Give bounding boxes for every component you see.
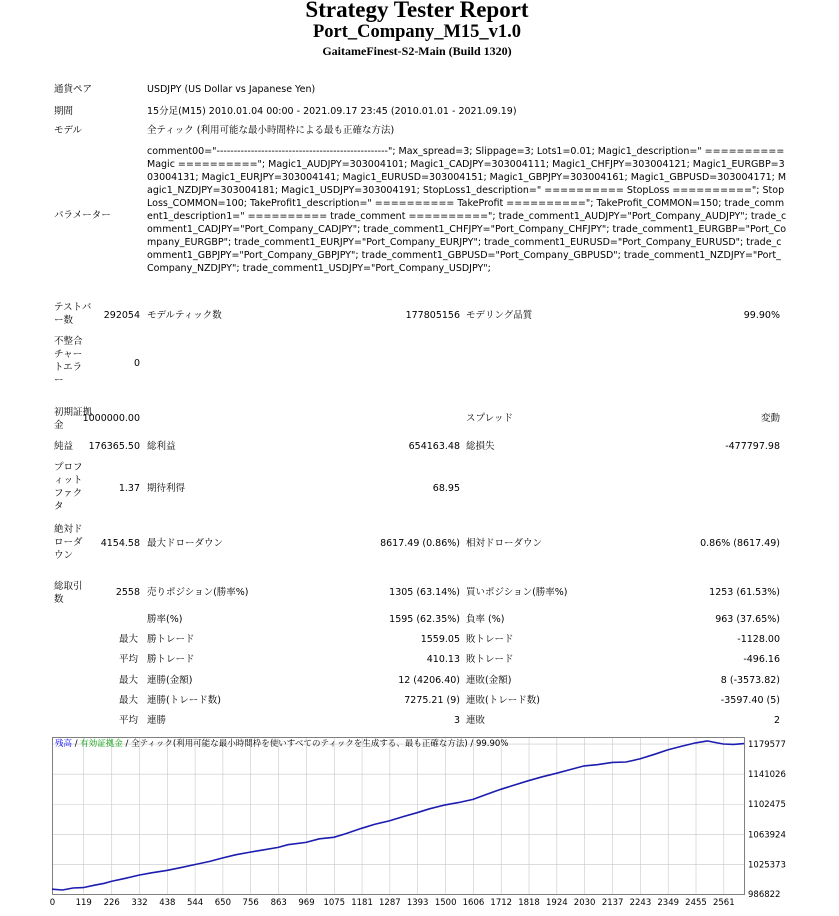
quality-value: 99.90% <box>743 310 780 321</box>
spread-value: 変動 <box>760 413 780 424</box>
x-tick-label: 650 <box>214 898 231 908</box>
y-tick-label: 1102475 <box>748 800 786 811</box>
chart-legend <box>55 738 508 749</box>
legend-quality: 99.90% <box>475 739 509 749</box>
win-value: 1595 (62.35%) <box>389 614 460 625</box>
report-subtitle: Port_Company_M15_v1.0 <box>312 22 522 42</box>
x-tick-label: 332 <box>131 898 148 908</box>
model-label: モデル <box>54 125 83 136</box>
short-value: 1305 (63.14%) <box>389 587 460 598</box>
avg-consec-losses-label: 連敗 <box>466 715 486 726</box>
x-tick-label: 438 <box>159 898 176 908</box>
x-tick-label: 969 <box>298 898 315 908</box>
gross-profit-label: 総利益 <box>147 441 176 452</box>
max-consec-loss-label: 連敗(トレード数) <box>466 695 540 706</box>
x-tick-label: 1287 <box>379 898 401 908</box>
net-value: 176365.50 <box>88 441 140 452</box>
max-word-2: 最大 <box>119 675 139 686</box>
avg-consec-losses-value: 2 <box>773 715 780 726</box>
max-consec-profit-label: 連勝(トレード数) <box>147 695 221 706</box>
expected-value: 68.95 <box>432 483 460 494</box>
bars-value: 292054 <box>103 310 140 321</box>
max-dd-label: 最大ドローダウン <box>147 538 224 549</box>
avg-loss-label: 敗トレード <box>466 654 514 665</box>
gross-loss-label: 総損失 <box>466 441 495 452</box>
y-tick-label: 1063924 <box>748 830 786 841</box>
x-tick-label: 756 <box>242 898 259 908</box>
avg-win-value: 410.13 <box>426 654 460 665</box>
max-word-3: 最大 <box>119 695 139 706</box>
expected-label: 期待利得 <box>147 483 186 494</box>
gross-profit-value: 654163.48 <box>408 441 460 452</box>
x-tick-label: 1075 <box>323 898 346 908</box>
max-consec-wins-value: 12 (4206.40) <box>398 675 460 686</box>
win-label: 勝率(%) <box>147 614 183 625</box>
model-value: 全ティック (利用可能な最小時間枠による最も正確な方法) <box>147 125 395 136</box>
max-dd-value: 8617.49 (0.86%) <box>380 538 460 549</box>
abs-dd-value: 4154.58 <box>100 538 140 549</box>
y-tick-label: 1179577 <box>748 740 786 751</box>
y-tick-label: 986822 <box>748 890 781 900</box>
ticks-label: モデルティック数 <box>147 310 222 321</box>
params-value: comment00="--------------------------------------------------"; Max_spread=3; Slippage=3; Lots1=0.01; Magic1_description=" ========== Magic =========="; Magic1_AUDJPY=303004101; Magic1_CADJPY=303004111; Magic1_CHFJPY=303004121; Magic1_EURGBP=303004131; Magic1_EURJPY=303004141; Magic1_EURUSD=303004151; Magic1_GBPJPY=303004161; Magic1_GBPUSD=303004171; Magic1_NZDJPY=303004181; Magic1_USDJPY=303004191; StopLoss1_description=" ========== StopLoss =========="; StopLoss_COMMON=100; TakeProfit1_description=" ========== TakeProfit =========="; TakeProfit_COMMON=150; trade_comment1_description1=" ========== trade_comment =========="; trade_comment1_AUDJPY="Port_Company_AUDJPY"; trade_comment1_CADJPY="Port_Company_CADJPY"; trade_comment1_CHFJPY="Port_Company_CHFJPY"; trade_comment1_EURGBP="Port_Company_EURGBP"; trade_comment1_EURJPY="Port_Company_EURJPY"; trade_comment1_EURUSD="Port_Company_EURUSD"; trade_comment1_GBPJPY="Port_Company_GBPJPY"; trade_comment1_GBPUSD="Port_Company_GBPUSD"; trade_comment1_NZDJPY="Port_Company_NZDJPY"; trade_comment1_USDJPY="Port_Company_USDJPY"; <box>147 146 788 274</box>
x-tick-label: 2030 <box>573 898 596 908</box>
x-tick-label: 2137 <box>601 898 624 908</box>
long-label: 買いポジション(勝率%) <box>466 587 568 598</box>
x-tick-label: 1181 <box>351 898 373 908</box>
bars-label: テストバー数 <box>54 302 92 326</box>
avg-loss-value: -496.16 <box>743 654 780 665</box>
long-value: 1253 (61.53%) <box>709 587 780 598</box>
quality-label: モデリング品質 <box>466 310 533 321</box>
abs-dd-label: 絶対ドローダウン <box>54 524 83 561</box>
x-tick-label: 226 <box>103 898 120 908</box>
loss-label: 負率 (%) <box>466 614 505 625</box>
x-tick-label: 0 <box>49 898 56 908</box>
x-tick-label: 2455 <box>685 898 707 908</box>
loss-value: 963 (37.65%) <box>715 614 780 625</box>
ticks-value: 177805156 <box>405 310 460 321</box>
x-tick-label: 1924 <box>546 898 568 908</box>
x-tick-label: 1500 <box>434 898 457 908</box>
x-tick-label: 863 <box>270 898 287 908</box>
params-label: パラメーター <box>54 210 111 221</box>
period-value: 15分足(M15) 2010.01.04 00:00 - 2021.09.17 23:45 (2010.01.01 - 2021.09.19) <box>147 106 517 117</box>
legend-model: 全ティック(利用可能な最小時間枠を使いすべてのティックを生成する、最も正確な方法) <box>131 739 468 749</box>
deposit-label: 初期証拠金 <box>54 407 93 431</box>
symbol-label: 通貨ペア <box>54 84 93 95</box>
largest-loss-value: -1128.00 <box>737 634 780 645</box>
max-consec-losses-value: 8 (-3573.82) <box>720 675 780 686</box>
mismatch-label: 不整合チャートエラー <box>54 336 83 386</box>
short-label: 売りポジション(勝率%) <box>147 587 249 598</box>
x-tick-label: 1393 <box>406 898 429 908</box>
max-consec-profit-value: 7275.21 (9) <box>404 695 460 706</box>
pf-value: 1.37 <box>118 483 140 494</box>
trades-label: 総取引数 <box>54 581 83 605</box>
legend-equity: 有効証拠金 <box>80 739 123 749</box>
average-word-2: 平均 <box>119 715 139 726</box>
report-title: Strategy Tester Report <box>305 0 529 22</box>
largest-loss-label: 敗トレード <box>466 634 514 645</box>
largest-win-label: 勝トレード <box>147 634 195 645</box>
x-tick-label: 2349 <box>657 898 680 908</box>
chart-svg <box>49 737 786 908</box>
legend-sep-3: / <box>467 739 476 749</box>
deposit-value: 1000000.00 <box>82 413 140 424</box>
x-tick-label: 119 <box>75 898 92 908</box>
x-tick-label: 2243 <box>629 898 652 908</box>
server-name: GaitameFinest-S2-Main (Build 1320) <box>322 44 512 58</box>
max-consec-loss-value: -3597.40 (5) <box>720 695 780 706</box>
legend-balance: 残高 <box>55 739 73 749</box>
rel-dd-value: 0.86% (8617.49) <box>700 538 780 549</box>
x-tick-label: 544 <box>186 898 204 908</box>
avg-consec-wins-label: 連勝 <box>147 715 167 726</box>
legend-sep-1: / <box>72 739 81 749</box>
x-tick-label: 1606 <box>462 898 485 908</box>
largest-win-value: 1559.05 <box>420 634 460 645</box>
x-tick-label: 1712 <box>490 898 513 908</box>
avg-consec-wins-value: 3 <box>453 715 460 726</box>
max-consec-wins-label: 連勝(金額) <box>147 675 193 686</box>
max-consec-losses-label: 連敗(金額) <box>466 675 512 686</box>
gross-loss-value: -477797.98 <box>725 441 780 452</box>
mismatch-value: 0 <box>133 358 140 369</box>
balance-chart <box>49 737 786 908</box>
spread-label: スプレッド <box>466 413 514 424</box>
trades-value: 2558 <box>115 587 140 598</box>
pf-label: プロフィットファクタ <box>54 462 83 512</box>
y-tick-label: 1025373 <box>748 860 786 871</box>
avg-win-label: 勝トレード <box>147 654 195 665</box>
largest-word: 最大 <box>119 634 139 645</box>
symbol-value: USDJPY (US Dollar vs Japanese Yen) <box>147 84 316 95</box>
rel-dd-label: 相対ドローダウン <box>466 538 543 549</box>
period-label: 期間 <box>54 106 74 117</box>
average-word: 平均 <box>119 654 139 665</box>
x-tick-label: 1818 <box>518 898 540 908</box>
y-tick-label: 1141026 <box>748 770 786 781</box>
net-label: 純益 <box>54 441 74 452</box>
x-tick-label: 2561 <box>712 898 735 908</box>
legend-sep-2: / <box>122 739 132 749</box>
